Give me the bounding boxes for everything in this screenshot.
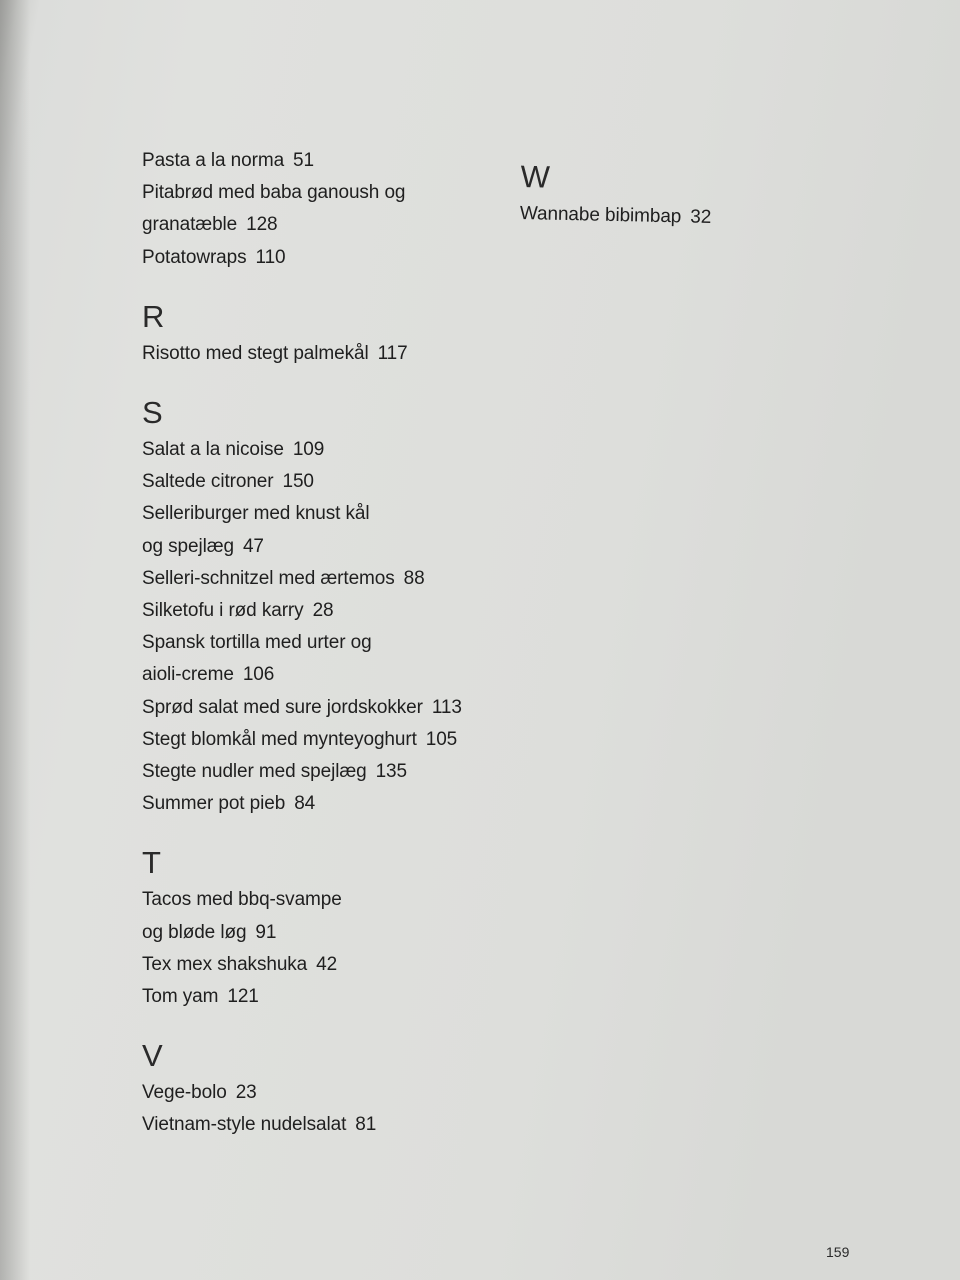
entry-title: granatæble xyxy=(142,214,238,236)
entry-page: 105 xyxy=(425,728,458,750)
entry-title: Sprød salat med sure jordskokker xyxy=(142,696,423,718)
entry-page: 110 xyxy=(255,246,286,268)
book-gutter xyxy=(0,0,30,1280)
entry-title: Pasta a la norma xyxy=(142,150,285,171)
section-letter: T xyxy=(142,845,162,881)
index-entry xyxy=(520,198,841,237)
index-entry xyxy=(142,434,502,466)
entry-title: Vietnam-style nudelsalat xyxy=(142,1114,347,1136)
entry-title: Wannabe bibimbap xyxy=(519,202,682,228)
entry-page: 23 xyxy=(235,1082,257,1104)
index-entry xyxy=(142,788,502,820)
entry-title: Salat a la nicoise xyxy=(142,439,284,461)
entry-title: Selleriburger med knust kål xyxy=(142,503,370,525)
entry-page: 121 xyxy=(227,986,259,1008)
index-section-v xyxy=(142,1039,502,1141)
index-entry xyxy=(142,338,502,370)
entry-title: Stegte nudler med spejlæg xyxy=(142,761,367,783)
entry-title: og spejlæg xyxy=(142,535,234,557)
section-letter: W xyxy=(520,159,551,195)
index-entry xyxy=(142,949,502,981)
entry-title: Tom yam xyxy=(142,986,219,1008)
entry-title: og bløde løg xyxy=(142,921,247,943)
section-letter: S xyxy=(142,395,164,431)
index-entry xyxy=(142,627,502,659)
index-entry xyxy=(142,563,502,595)
section-letter: V xyxy=(142,1038,164,1074)
entry-page: 81 xyxy=(355,1114,377,1136)
entry-title: Selleri-schnitzel med ærtemos xyxy=(142,567,395,589)
index-entry xyxy=(142,177,502,209)
entry-page: 135 xyxy=(375,761,407,783)
entry-page: 88 xyxy=(403,567,425,589)
index-entry xyxy=(142,1077,502,1109)
index-section-w xyxy=(520,160,841,237)
index-entry xyxy=(142,145,502,177)
entry-title: Risotto med stegt palmekål xyxy=(142,342,369,364)
entry-page: 28 xyxy=(312,600,334,622)
entry-title: Pitabrød med baba ganoush og xyxy=(142,182,406,204)
entry-title: Vege-bolo xyxy=(142,1082,227,1104)
entry-title: Summer pot pieb xyxy=(142,793,286,815)
entry-title: Tex mex shakshuka xyxy=(142,953,308,975)
index-entry xyxy=(142,981,502,1013)
entry-title: Stegt blomkål med mynteyoghurt xyxy=(142,728,417,750)
index-entry xyxy=(142,756,502,788)
index-section-t xyxy=(142,846,502,1013)
entry-page: 84 xyxy=(294,793,316,815)
index-entry xyxy=(142,724,502,756)
entry-page: 47 xyxy=(242,535,264,557)
section-letter: R xyxy=(142,298,165,334)
index-entry xyxy=(142,209,502,241)
entry-page: 109 xyxy=(292,439,325,461)
index-section-s xyxy=(142,396,502,820)
index-entry xyxy=(142,466,502,498)
index-column-left xyxy=(142,145,502,1142)
entry-page: 91 xyxy=(255,921,277,943)
index-entry xyxy=(142,498,502,530)
entry-title: aioli-creme xyxy=(142,664,234,686)
index-entry xyxy=(142,1109,502,1141)
entry-page: 150 xyxy=(282,471,314,493)
entry-page: 106 xyxy=(242,664,275,686)
entry-page: 42 xyxy=(316,953,338,975)
entry-page: 32 xyxy=(690,206,712,228)
index-entry xyxy=(142,595,502,627)
page-number: 159 xyxy=(826,1244,850,1260)
index-entry xyxy=(142,659,502,691)
index-entry xyxy=(142,692,502,724)
entry-title: Silketofu i rød karry xyxy=(142,600,304,622)
index-entry xyxy=(142,531,502,563)
entry-title: Tacos med bbq-svampe xyxy=(142,889,342,911)
entry-page: 117 xyxy=(377,342,408,364)
index-entry xyxy=(142,242,502,274)
index-entry xyxy=(142,917,502,949)
entry-page: 113 xyxy=(431,696,462,718)
index-entry xyxy=(142,884,502,916)
entry-title: Potatowraps xyxy=(142,246,247,268)
entry-title: Saltede citroner xyxy=(142,471,274,493)
index-column-right xyxy=(520,160,841,237)
entry-page: 51 xyxy=(293,150,314,171)
index-section-r xyxy=(142,300,502,370)
entry-title: Spansk tortilla med urter og xyxy=(142,632,372,654)
index-section-continued xyxy=(142,145,502,274)
entry-page: 128 xyxy=(246,214,278,236)
